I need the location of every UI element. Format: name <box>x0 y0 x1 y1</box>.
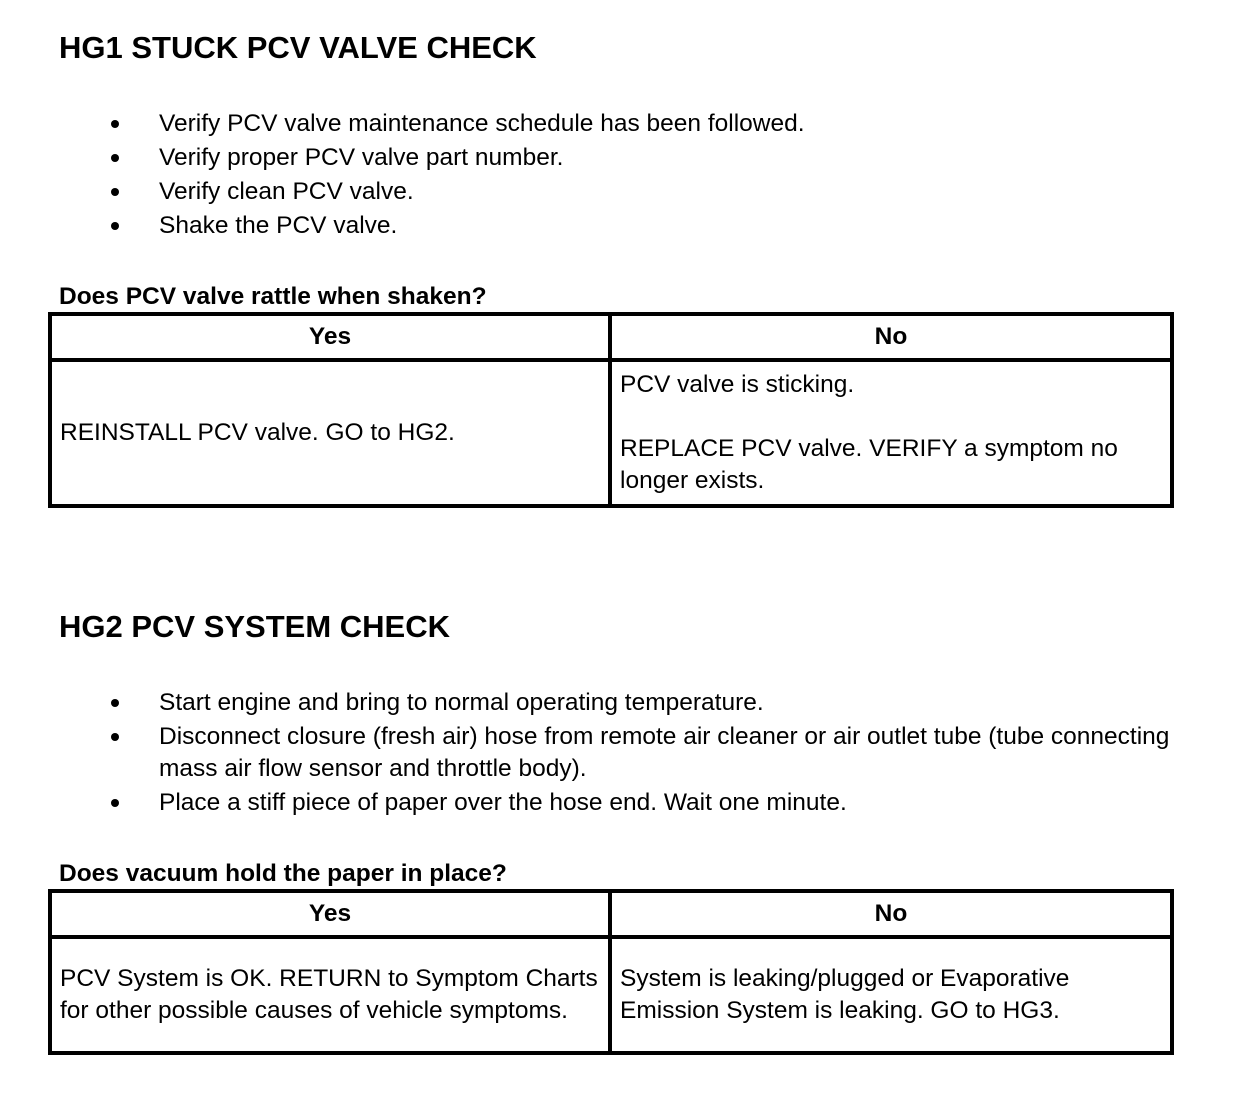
list-item <box>0 108 1248 140</box>
yes-header: Yes <box>50 891 610 937</box>
hg1-title: HG1 STUCK PCV VALVE CHECK <box>59 30 537 65</box>
step-text: Shake the PCV valve. <box>159 212 398 239</box>
no-cell <box>610 360 1172 506</box>
list-item <box>0 142 1248 174</box>
bullet-icon <box>111 188 119 196</box>
list-item <box>0 721 1248 785</box>
step-text: Verify PCV valve maintenance schedule has been followed. <box>159 110 805 137</box>
no-header: No <box>610 891 1172 937</box>
bullet-icon <box>111 733 119 741</box>
bullet-icon <box>111 799 119 807</box>
hg2-question: Does vacuum hold the paper in place? <box>59 860 507 887</box>
table-row <box>50 360 1172 506</box>
hg2-result-table <box>48 889 1174 1055</box>
bullet-icon <box>111 154 119 162</box>
bullet-icon <box>111 120 119 128</box>
step-text: Verify clean PCV valve. <box>159 178 414 205</box>
hg1-result-table <box>48 312 1174 508</box>
step-text: Verify proper PCV valve part number. <box>159 144 564 171</box>
bullet-icon <box>111 699 119 707</box>
step-text: Disconnect closure (fresh air) hose from remote air cleaner or air outlet tube (tube connecting mass air flow sensor and throttle body). <box>159 723 1170 782</box>
table-row <box>50 937 1172 1053</box>
yes-text: REINSTALL PCV valve. GO to HG2. <box>60 419 455 446</box>
hg2-steps-list <box>0 687 1248 821</box>
list-item <box>0 176 1248 208</box>
list-item <box>0 687 1248 719</box>
step-text: Place a stiff piece of paper over the hose end. Wait one minute. <box>159 789 847 816</box>
yes-text: PCV System is OK. RETURN to Symptom Charts for other possible causes of vehicle symptoms. <box>60 965 598 1024</box>
step-text: Start engine and bring to normal operating temperature. <box>159 689 764 716</box>
no-text: System is leaking/plugged or Evaporative Emission System is leaking. GO to HG3. <box>620 965 1070 1024</box>
table-header-row <box>50 314 1172 360</box>
yes-header: Yes <box>50 314 610 360</box>
no-cell <box>610 937 1172 1053</box>
no-text-line-1: PCV valve is sticking. <box>620 371 855 398</box>
no-text-line-2: REPLACE PCV valve. VERIFY a symptom no longer exists. <box>620 435 1118 494</box>
no-header: No <box>610 314 1172 360</box>
yes-cell <box>50 937 610 1053</box>
list-item <box>0 210 1248 242</box>
hg1-question: Does PCV valve rattle when shaken? <box>59 283 487 310</box>
hg2-title: HG2 PCV SYSTEM CHECK <box>59 609 451 644</box>
bullet-icon <box>111 222 119 230</box>
yes-cell <box>50 360 610 506</box>
list-item <box>0 787 1248 819</box>
hg1-steps-list <box>0 108 1248 244</box>
table-header-row <box>50 891 1172 937</box>
